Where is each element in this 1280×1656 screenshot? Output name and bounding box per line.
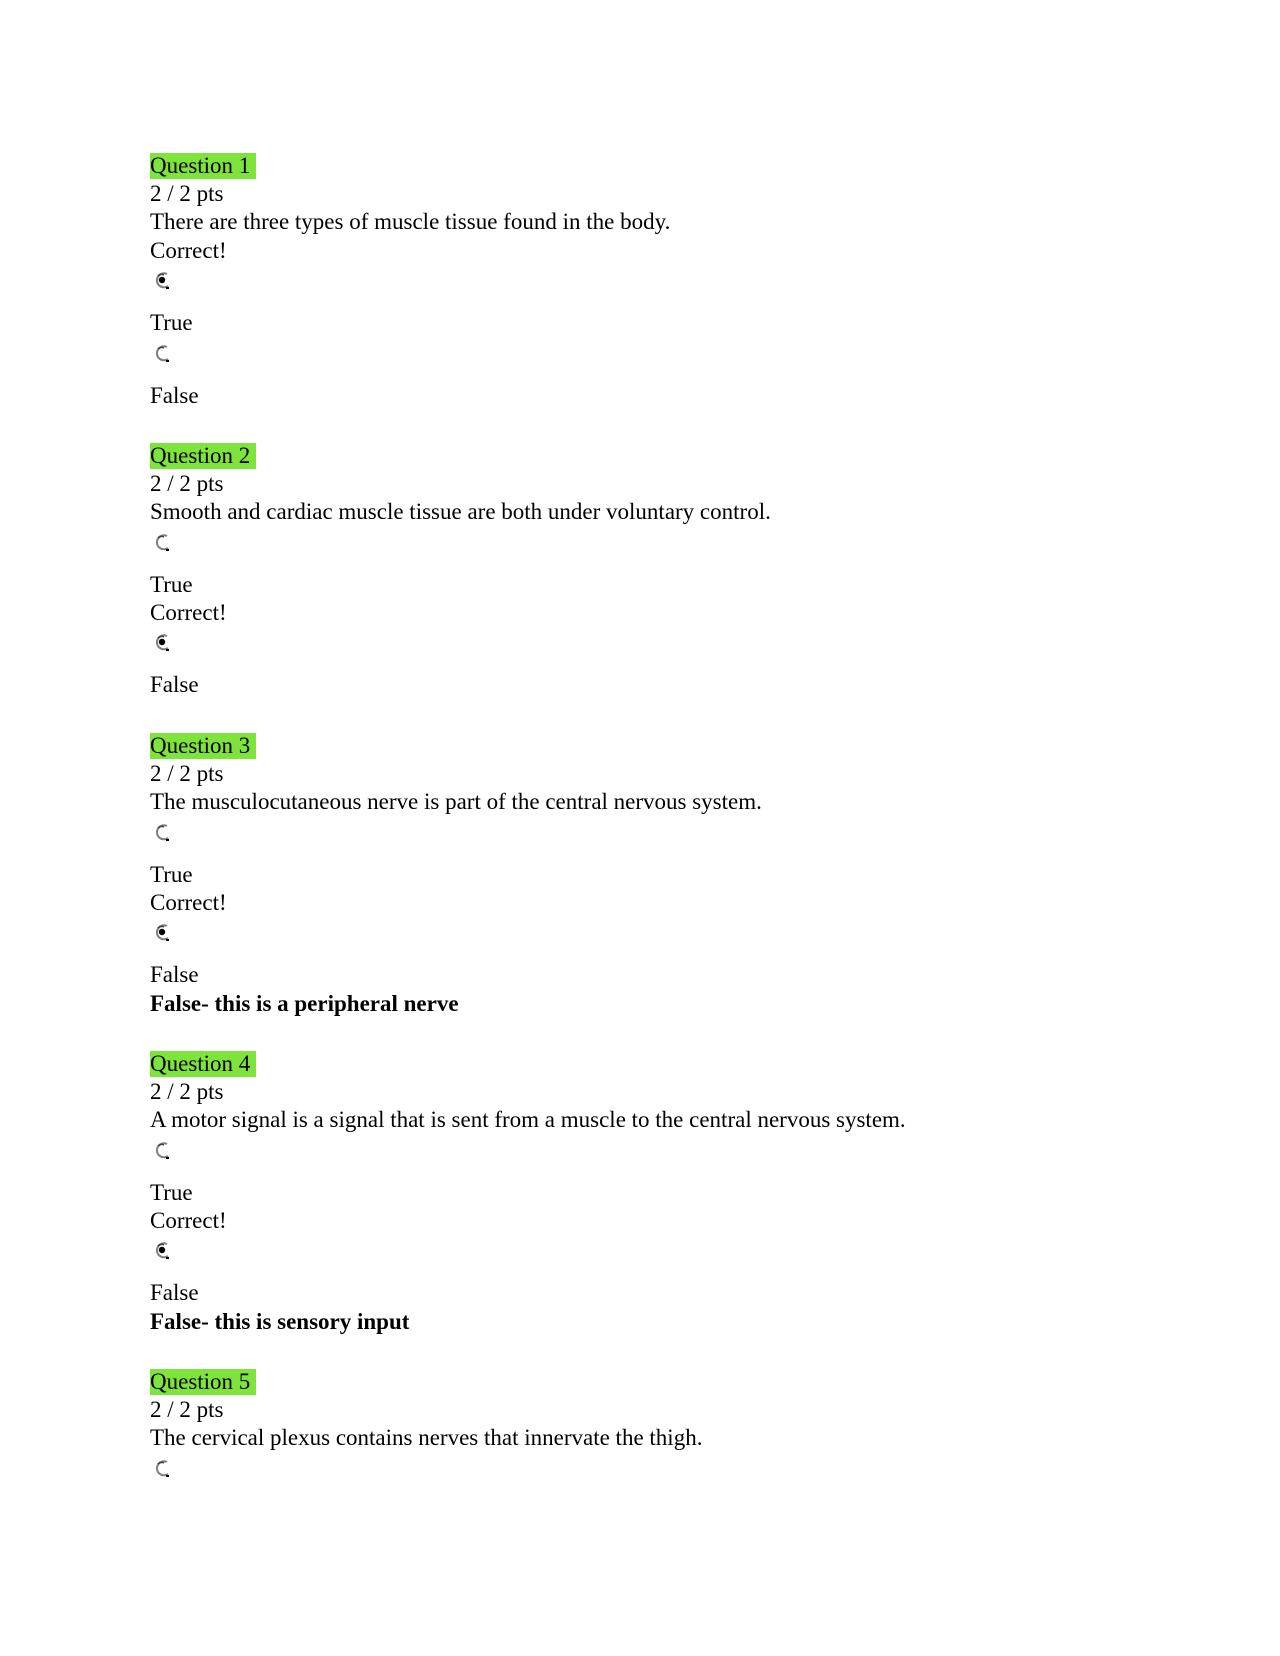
question-4-prompt: A motor signal is a signal that is sent from a muscle to the central nervous system. [150,1107,906,1132]
question-1-prompt: There are three types of muscle tissue found in the body. [150,209,671,234]
question-4-option-2-feedback: Correct! [150,1208,227,1233]
question-1-option-2-label: False [150,383,199,408]
question-2-option-1-label: True [150,572,193,597]
question-3-prompt: The musculocutaneous nerve is part of the central nervous system. [150,789,762,814]
question-3-option-2-radio-selected-icon[interactable] [152,922,172,944]
question-5-prompt: The cervical plexus contains nerves that innervate the thigh. [150,1425,703,1450]
question-1-points: 2 / 2 pts [150,181,224,206]
question-4-points: 2 / 2 pts [150,1079,224,1104]
question-4-option-2-label: False [150,1280,199,1305]
question-2-option-2-feedback: Correct! [150,600,227,625]
question-4-title: Question 4 [150,1051,256,1077]
question-5-title: Question 5 [150,1369,256,1395]
question-3-option-2-label: False [150,962,199,987]
question-2-option-2-radio-selected-icon[interactable] [152,632,172,654]
question-3-option-1-label: True [150,862,193,887]
question-1-option-1-radio-selected-icon[interactable] [152,270,172,292]
question-1-option-2-radio-icon[interactable] [152,343,172,365]
question-2-prompt: Smooth and cardiac muscle tissue are both under voluntary control. [150,499,771,524]
question-2-option-1-radio-icon[interactable] [152,532,172,554]
question-3-option-2-feedback: Correct! [150,890,227,915]
question-4-option-2-radio-selected-icon[interactable] [152,1240,172,1262]
question-4-comment: False- this is sensory input [150,1309,410,1334]
question-5-points: 2 / 2 pts [150,1397,224,1422]
question-3-points: 2 / 2 pts [150,761,224,786]
question-1-title: Question 1 [150,153,256,179]
question-4-option-1-label: True [150,1180,193,1205]
question-3-option-1-radio-icon[interactable] [152,822,172,844]
question-2-option-2-label: False [150,672,199,697]
question-2-points: 2 / 2 pts [150,471,224,496]
question-3-comment: False- this is a peripheral nerve [150,991,459,1016]
question-1-option-1-feedback: Correct! [150,238,227,263]
question-2-title: Question 2 [150,443,256,469]
question-1-option-1-label: True [150,310,193,335]
question-4-option-1-radio-icon[interactable] [152,1140,172,1162]
question-3-title: Question 3 [150,733,256,759]
question-5-option-1-radio-icon[interactable] [152,1458,172,1480]
